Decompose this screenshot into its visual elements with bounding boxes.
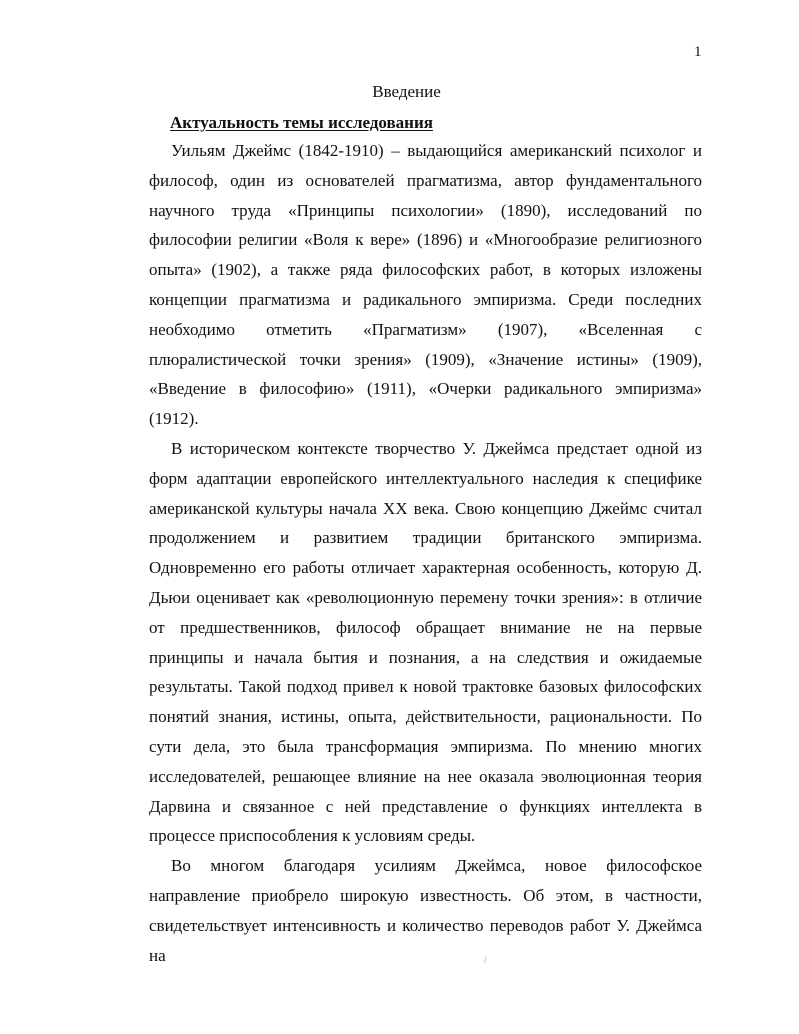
paragraph-2: В историческом контексте творчество У. Джеймса предстает одной из форм адаптации европейского интеллектуального наследия к специфике американской культуры начала XX века. Свою концепцию Джеймс считал продолжением и развитием традиции британского эмпиризма. Одновременно его работы отличает характерная особенность, которую Д. Дьюи оценивает как «революционную перемену точки зрения»: в отличие от предшественников, философ обращает внимание не на первые принципы и начала бытия и познания, а на следствия и ожидаемые результаты. Такой подход привел к новой трактовке базовых философских понятий знания, истины, опыта, действительности, рациональности. По сути дела, это была трансформация эмпиризма. По мнению многих исследователей, решающее влияние на нее оказала эволюционная теория Дарвина и связанное с ней представление о функциях интеллекта в процессе приспособления к условиям среды. xyxy=(149,438,702,846)
scan-speck: / xyxy=(484,955,487,965)
page-title: Введение xyxy=(372,82,441,101)
paragraph-3: Во многом благодаря усилиям Джеймса, новое философское направление приобрело широкую известность. Об этом, в частности, свидетельствует интенсивность и количество переводов работ У. Джеймса на xyxy=(149,856,702,965)
page-number: 1 xyxy=(694,44,702,60)
body-text xyxy=(149,136,702,970)
section-title: Актуальность темы исследования xyxy=(170,113,433,132)
paragraph-1: Уильям Джеймс (1842-1910) – выдающийся американский психолог и философ, один из основателей прагматизма, автор фундаментального научного труда «Принципы психологии» (1890), исследований по философии религии «Воля к вере» (1896) и «Многообразие религиозного опыта» (1902), а также ряда философских работ, в которых изложены концепции прагматизма и радикального эмпиризма. Среди последних необходимо отметить «Прагматизм» (1907), «Вселенная с плюралистической точки зрения» (1909), «Значение истины» (1909), «Введение в философию» (1911), «Очерки радикального эмпиризма» (1912). xyxy=(149,141,702,429)
